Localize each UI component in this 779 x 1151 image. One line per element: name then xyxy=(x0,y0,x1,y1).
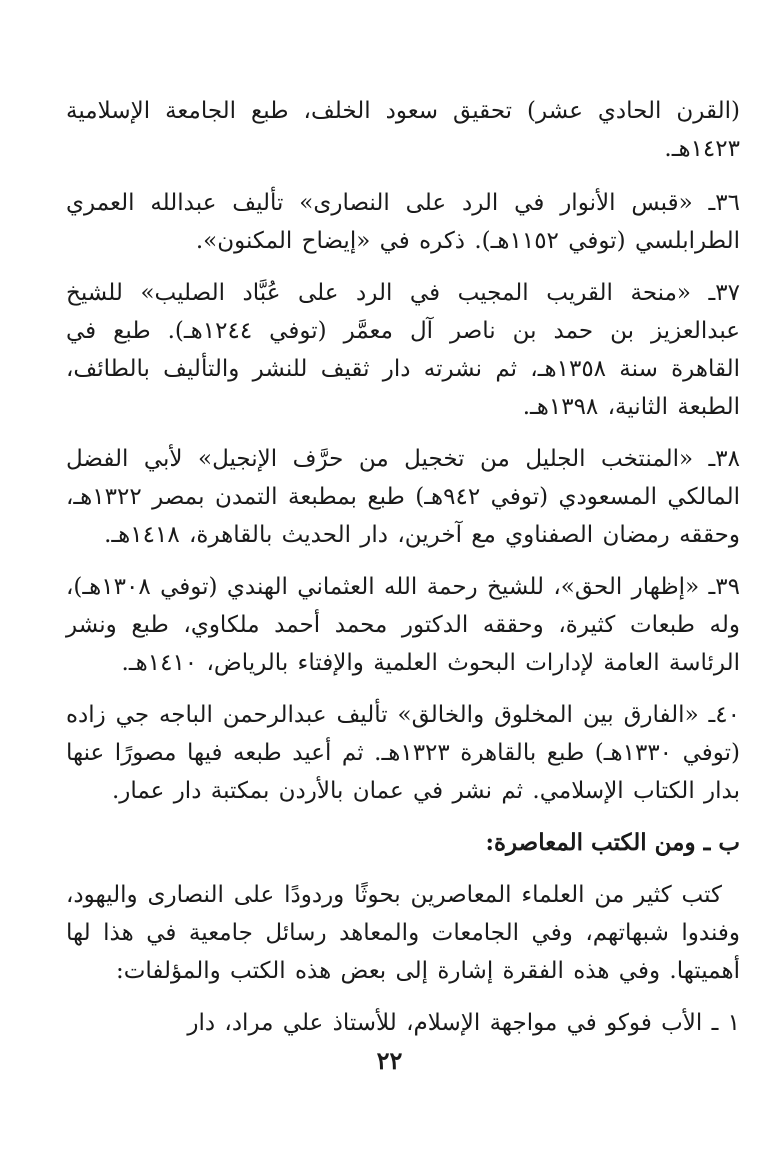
page-number: ٢٢ xyxy=(376,1046,403,1075)
paragraph-continuation: (القرن الحادي عشر) تحقيق سعود الخلف، طبع الجامعة الإسلامية ١٤٢٣هـ. xyxy=(66,98,740,162)
entry-38: ٣٨ـ «المنتخب الجليل من تخجيل من حرَّف الإنجيل» لأبي الفضل المالكي المسعودي (توفي ٩٤٢هـ) طبع بمطبعة التمدن بمصر ١٣٢٢هـ، وحققه رمضان الصفناوي مع آخرين، دار الحديث بالقاهرة، ١٤١٨هـ. xyxy=(66,446,741,548)
entry-40: ٤٠ـ «الفارق بين المخلوق والخالق» تأليف عبدالرحمن الباجه جي زاده (توفي ١٣٣٠هـ) طبع بالقاهرة ١٣٢٣هـ. ثم أعيد طبعه فيها مصورًا عنها بدار الكتاب الإسلامي. ثم نشر في عمان بالأردن بمكتبة دار عمار. xyxy=(66,702,740,804)
entry-37: ٣٧ـ «منحة القريب المجيب في الرد على عُبَّاد الصليب» للشيخ عبدالعزيز بن حمد بن ناصر آل معمَّر (توفي ١٢٤٤هـ). طبع في القاهرة سنة ١٣٥٨هـ، ثم نشرته دار ثقيف للنشر والتأليف بالطائف، الطبعة الثانية، ١٣٩٨هـ. xyxy=(66,280,741,420)
section-heading: ب ـ ومن الكتب المعاصرة: xyxy=(485,829,740,856)
contemporary-entry-1: ١ ـ الأب فوكو في مواجهة الإسلام، للأستاذ علي مراد، دار xyxy=(187,1010,740,1036)
entry-36: ٣٦ـ «قبس الأنوار في الرد على النصارى» تأليف عبدالله العمري الطرابلسي (توفي ١١٥٢هـ). ذكره في «إيضاح المكنون». xyxy=(66,190,740,254)
page-body xyxy=(66,92,740,1056)
entry-39: ٣٩ـ «إظهار الحق»، للشيخ رحمة الله العثماني الهندي (توفي ١٣٠٨هـ)، وله طبعات كثيرة، وحققه الدكتور محمد أحمد ملكاوي، طبع ونشر الرئاسة العامة لإدارات البحوث العلمية والإفتاء بالرياض، ١٤١٠هـ. xyxy=(66,574,740,676)
intro-paragraph: كتب كثير من العلماء المعاصرين بحوثًا وردودًا على النصارى واليهود، وفندوا شبهاتهم، وفي الجامعات والمعاهد رسائل جامعية في هذا لها أهميتها. وفي هذه الفقرة إشارة إلى بعض هذه الكتب والمؤلفات: xyxy=(66,882,740,984)
